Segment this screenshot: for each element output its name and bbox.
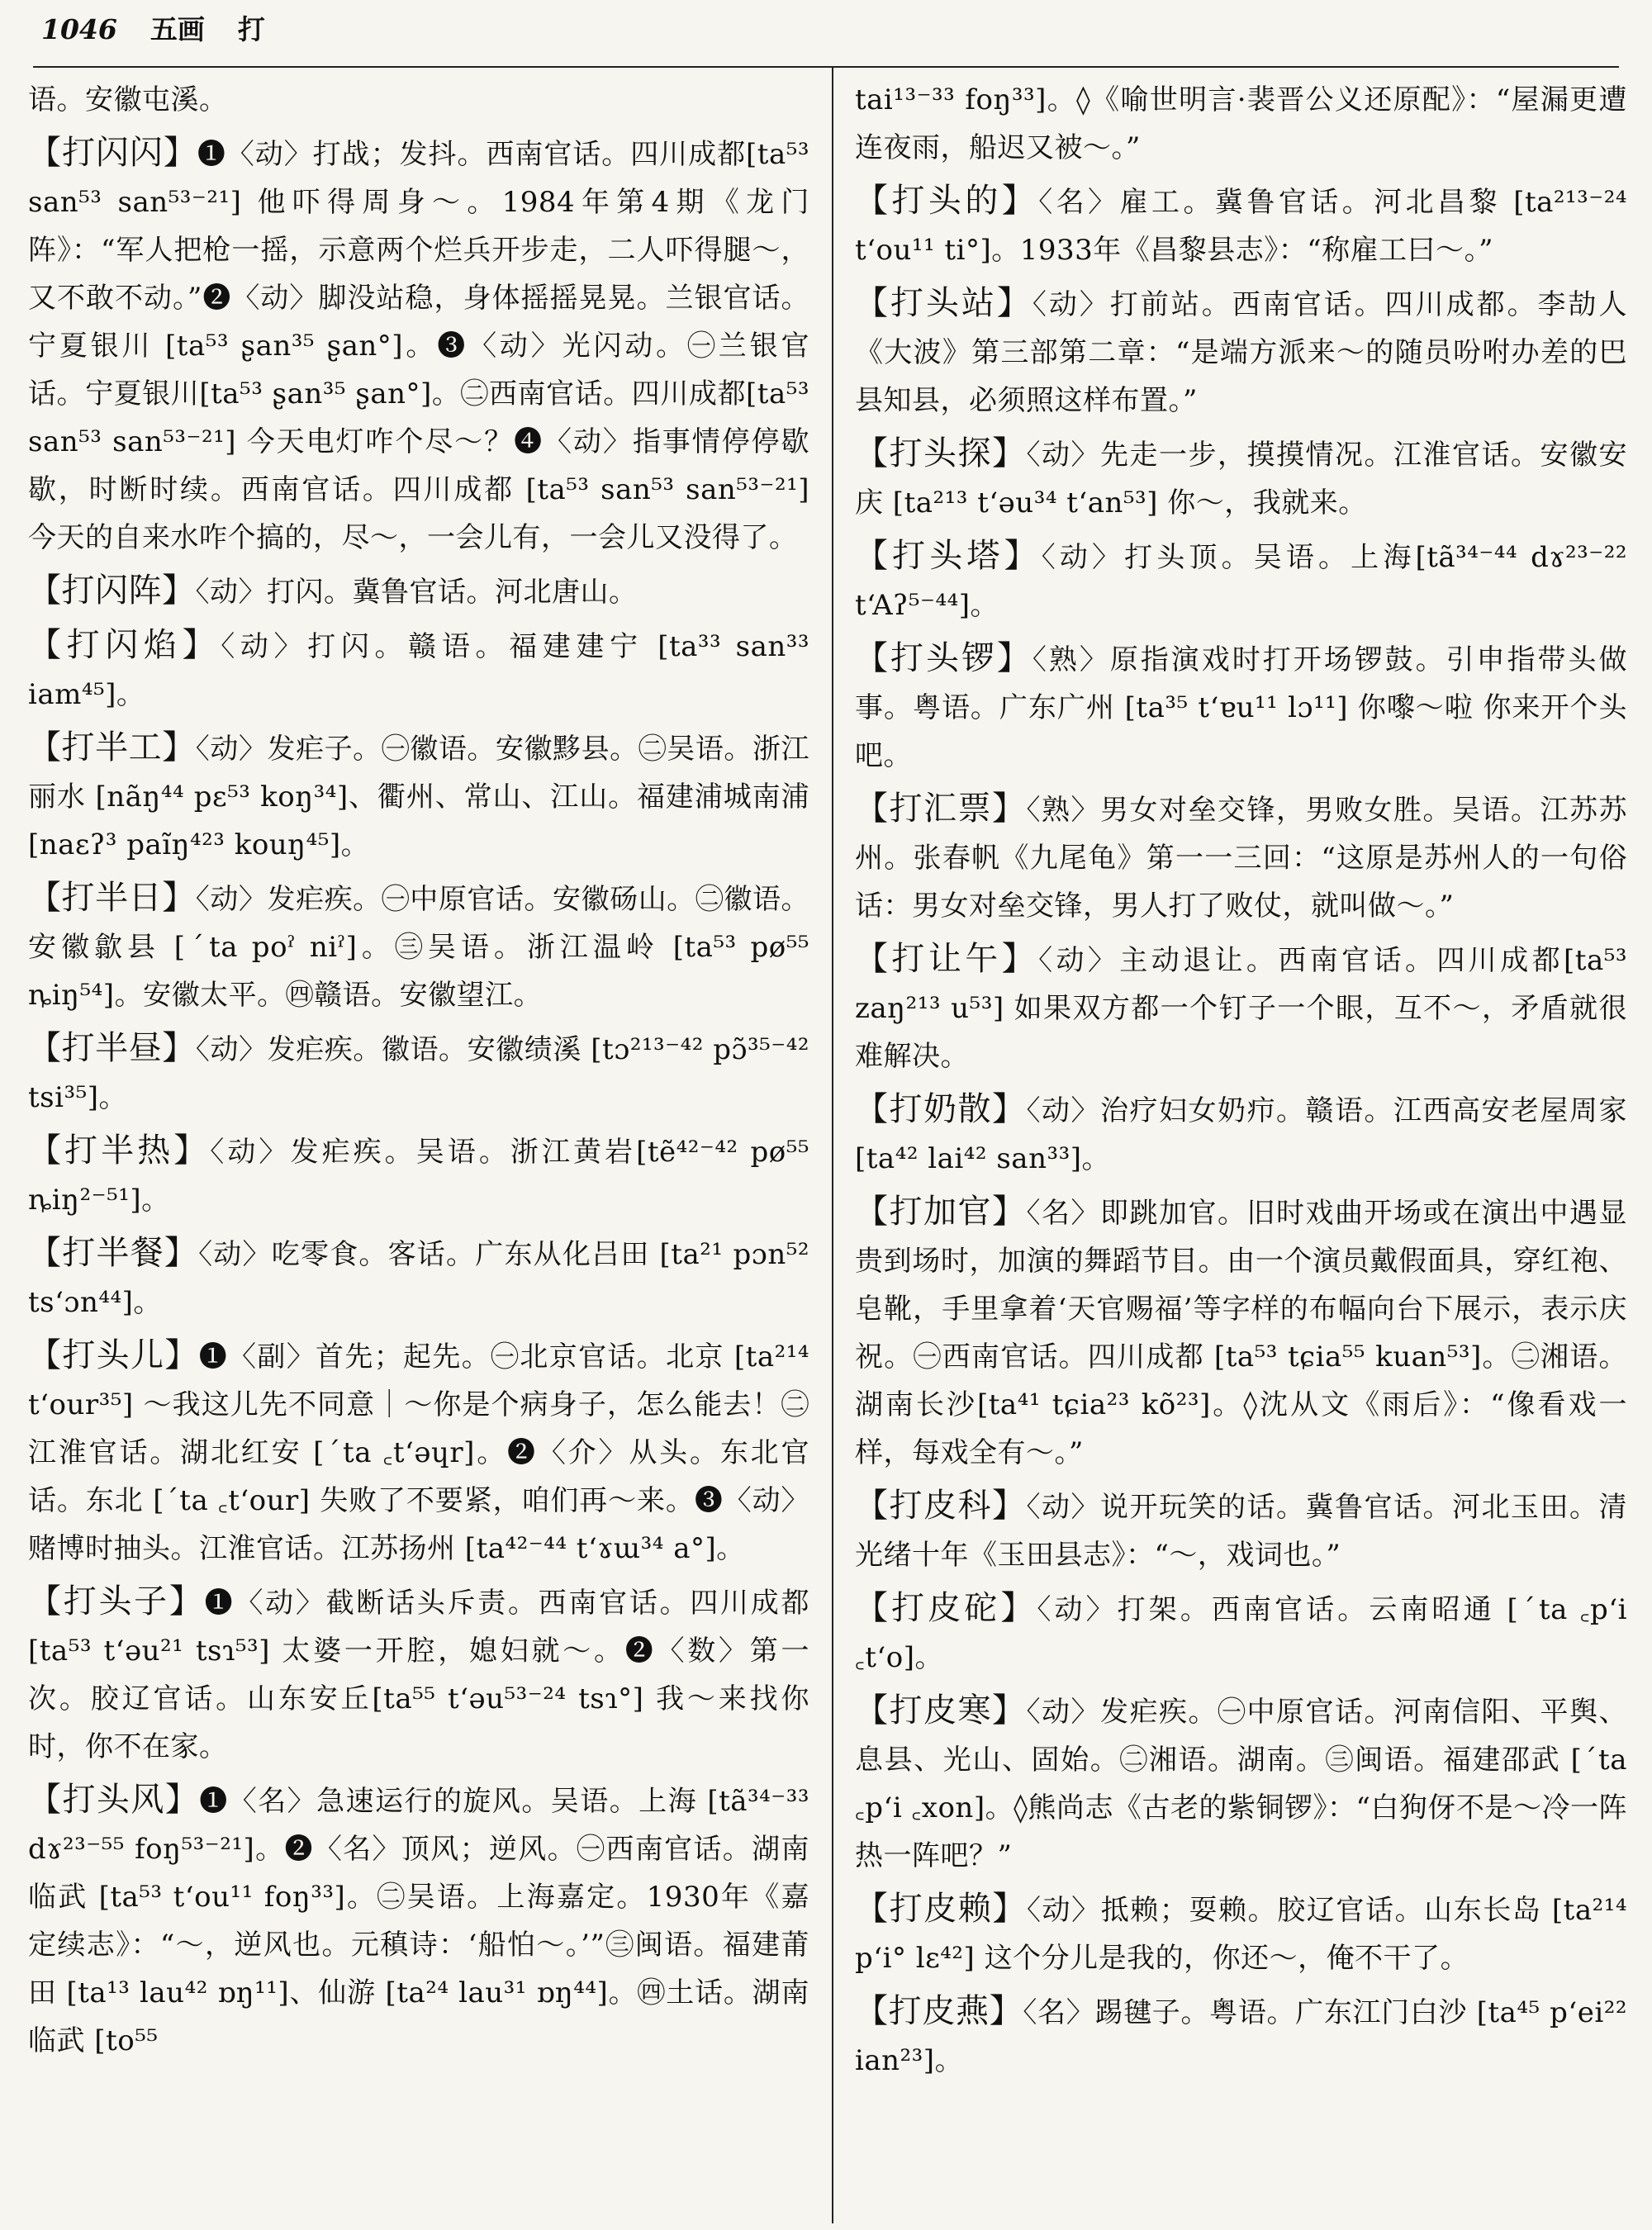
entry-headword: 【打让午】: [855, 940, 1039, 978]
entry-headword: 【打半工】: [28, 728, 196, 766]
entry-definition: 〈动〉抵赖；耍赖。胶辽官话。山东长岛 [ta²¹⁴ pʻi° lɛ⁴²] 这个分儿是我的，你还～，俺不干了。: [855, 1894, 1627, 1975]
dictionary-entry: [855, 785, 1627, 930]
left-column: [28, 74, 809, 2070]
dictionary-entry: [28, 567, 809, 616]
dictionary-entry: [855, 1482, 1627, 1579]
entry-headword: 【打奶散】: [855, 1090, 1027, 1128]
entry-definition: 〈动〉打架。西南官话。云南昭通 [ˊta ꜀pʻi ꜀tʻo]。: [855, 1593, 1628, 1674]
dictionary-entry: [855, 1687, 1627, 1880]
dictionary-entry: [28, 74, 809, 124]
dictionary-entry: [855, 1584, 1627, 1682]
entry-definition: 〈动〉先走一步，摸摸情况。江淮官话。安徽安庆 [ta²¹³ tʻəu³⁴ tʻan⁵³] 你～，我就来。: [855, 439, 1627, 520]
entry-headword: 【打头儿】: [28, 1336, 199, 1374]
dictionary-entry: [28, 1127, 809, 1224]
dictionary-entry: [28, 1024, 809, 1122]
page-header: [41, 8, 1619, 66]
entry-headword: 【打闪闪】: [28, 134, 197, 172]
column-divider: [832, 68, 833, 2223]
dictionary-entry: [855, 1987, 1627, 2085]
dictionary-entry: [28, 129, 809, 562]
entry-definition: 〈动〉说开玩笑的话。冀鲁官话。河北玉田。清光绪十年《玉田县志》：“～，戏词也。”: [855, 1491, 1627, 1572]
dictionary-entry: [855, 1885, 1627, 1982]
entry-headword: 【打头的】: [855, 182, 1039, 220]
entry-headword: 【打头塔】: [855, 537, 1042, 575]
entry-definition: 〈动〉打闪。冀鲁官话。河北唐山。: [195, 576, 638, 609]
entry-definition: 〈动〉发疟子。㊀徽语。安徽黟县。㊁吴语。浙江丽水 [nãŋ⁴⁴ pɛ⁵³ koŋ³⁴]、衢州、常山、江山。福建浦城南浦 [naɛʔ³ paĩŋ⁴²³ kouŋ⁴⁵]。: [28, 733, 810, 861]
entry-definition: 〈动〉发疟疾。㊀中原官话。安徽砀山。㊁徽语。安徽歙县 [ˊta poˀ niˀ]。㊂吴语。浙江温岭 [ta⁵³ pø⁵⁵ ȵiŋ⁵⁴]。安徽太平。㊃赣语。安徽望江。: [28, 883, 810, 1012]
entry-headword: 【打头锣】: [855, 639, 1032, 677]
dictionary-entry: [28, 621, 809, 719]
dictionary-entry: [28, 1578, 809, 1771]
entry-definition: 〈熟〉原指演戏时打开场锣鼓。引申指带头做事。粤语。广东广州 [ta³⁵ tʻɐu¹¹ lɔ¹¹] 你嚟～啦 你来开个头吧。: [855, 643, 1628, 772]
entry-definition: 〈熟〉男女对垒交锋，男败女胜。吴语。江苏苏州。张春帆《九尾龟》第一一三回：“这原是苏州人的一句俗话：男女对垒交锋，男人打了败仗，就叫做～。”: [855, 794, 1627, 923]
entry-definition: 〈动〉打头顶。吴语。上海[tã³⁴⁻⁴⁴ dɤ²³⁻²² tʻAʔ⁵⁻⁴⁴]。: [855, 541, 1627, 622]
dictionary-entry: [855, 634, 1627, 780]
entry-headword: 【打半热】: [28, 1132, 211, 1170]
entry-headword: 【打闪焰】: [28, 626, 221, 664]
dictionary-entry: [855, 279, 1627, 425]
entry-definition: 〈名〉雇工。冀鲁官话。河北昌黎 [ta²¹³⁻²⁴ tʻou¹¹ ti°]。1933年《昌黎县志》：“称雇工曰～。”: [855, 186, 1628, 267]
entry-headword: 【打头探】: [855, 434, 1027, 472]
entry-headword: 【打闪阵】: [28, 572, 196, 610]
entry-definition: 〈动〉主动退让。西南官话。四川成都[ta⁵³ zaŋ²¹³ u⁵³] 如果双方都一个钉子一个眼，互不～，矛盾就很难解决。: [855, 944, 1627, 1073]
entry-definition: 〈动〉发疟疾。徽语。安徽绩溪 [tɔ²¹³⁻⁴² pɔ̃³⁵⁻⁴² tsi³⁵]。: [28, 1033, 810, 1114]
entry-headword: 【打皮科】: [855, 1487, 1027, 1525]
entry-definition: 〈动〉打前站。西南官话。四川成都。李劼人《大波》第三部第二章：“是端方派来～的随员吩咐办差的巴县知县，必须照这样布置。”: [855, 288, 1628, 417]
entry-headword: 【打皮赖】: [855, 1890, 1027, 1928]
entry-headword: 【打头风】: [28, 1781, 200, 1819]
entry-headword: 【打半昼】: [28, 1029, 196, 1067]
section-label: 五画: [150, 13, 205, 45]
dictionary-entry: [28, 1229, 809, 1326]
dictionary-entry: [855, 74, 1627, 172]
dictionary-entry: [28, 724, 809, 869]
entry-definition: 〈动〉发疟疾。㊀中原官话。河南信阳、平舆、息县、光山、固始。㊁湘语。湖南。㊂闽语。福建邵武 [ˊta ꜀pʻi ꜀xon]。◊熊尚志《古老的紫铜锣》：“白狗伢不是～冷一阵热一阵吧？”: [855, 1696, 1627, 1872]
entry-definition: 〈动〉打闪。赣语。福建建宁 [ta³³ san³³ iam⁴⁵]。: [28, 630, 809, 711]
dictionary-entry: [855, 177, 1627, 274]
right-column: [855, 74, 1627, 2090]
dictionary-entry: [855, 532, 1627, 629]
entry-headword: 【打皮燕】: [855, 1992, 1023, 2030]
entry-headword: 【打汇票】: [855, 790, 1027, 828]
entry-definition: tai¹³⁻³³ foŋ³³]。◊《喻世明言·裴晋公义还原配》：“屋漏更遭连夜雨，船迟又被～。”: [855, 83, 1627, 164]
entry-definition: ❶〈名〉急速运行的旋风。吴语。上海 [tã³⁴⁻³³ dɤ²³⁻⁵⁵ foŋ⁵³⁻²¹]。❷〈名〉顶风；逆风。㊀西南官话。湖南临武 [ta⁵³ tʻou¹¹ foŋ³³]。㊁吴语。上海嘉定。1930年《嘉定续志》：“～，逆风也。元稹诗：‘船怕～。’”㊂闽语。福建莆田 [ta¹³ lau⁴² ɒŋ¹¹]、仙游 [ta²⁴ lau³¹ ɒŋ⁴⁴]。㊃土话。湖南临武 [to⁵⁵: [28, 1785, 809, 2057]
entry-definition: ❶〈动〉打战；发抖。西南官话。四川成都[ta⁵³ san⁵³ san⁵³⁻²¹] 他吓得周身～。1984年第4期《龙门阵》：“军人把枪一摇，示意两个烂兵开步走，二人吓得腿～，又不敢不动。”❷〈动〉脚没站稳，身体摇摇晃晃。兰银官话。宁夏银川 [ta⁵³ ʂan³⁵ ʂan°]。❸〈动〉光闪动。㊀兰银官话。宁夏银川[ta⁵³ ʂan³⁵ ʂan°]。㊁西南官话。四川成都[ta⁵³ san⁵³ san⁵³⁻²¹] 今天电灯咋个尽～？❹〈动〉指事情停停歇歇，时断时续。西南官话。四川成都 [ta⁵³ san⁵³ san⁵³⁻²¹] 今天的自来水咋个搞的，尽～，一会儿有，一会儿又没得了。: [28, 138, 810, 554]
dictionary-entry: [855, 1085, 1627, 1183]
entry-headword: 【打半日】: [28, 879, 196, 917]
dictionary-entry: [855, 1188, 1627, 1477]
header-rule: [33, 66, 1619, 68]
entry-headword: 【打半餐】: [28, 1234, 199, 1272]
dictionary-entry: [855, 935, 1627, 1080]
entry-headword: 【打皮砣】: [855, 1589, 1037, 1627]
entry-definition: 〈名〉踢毽子。粤语。广东江门白沙 [ta⁴⁵ pʻei²² ian²³]。: [855, 1996, 1627, 2077]
entry-definition: 〈名〉即跳加官。旧时戏曲开场或在演出中遇显贵到场时，加演的舞蹈节目。由一个演员戴假面具，穿红袍、皂靴，手里拿着‘天官赐福’等字样的布幅向台下展示，表示庆祝。㊀西南官话。四川成都 [ta⁵³ tɕia⁵⁵ kuan⁵³]。㊁湘语。湖南长沙[ta⁴¹ tɕia²³ kõ²³]。◊沈从文《雨后》：“像看戏一样，每戏全有～。”: [855, 1197, 1627, 1469]
entry-definition: ❶〈副〉首先；起先。㊀北京官话。北京 [ta²¹⁴ tʻour³⁵] ～我这儿先不同意｜～你是个病身子，怎么能去！㊁江淮官话。湖北红安 [ˊta ꜀tʻəɥr]。❷〈介〉从头。东北官话。东北 [ˊta ꜀tʻour] 失败了不要紧，咱们再～来。❸〈动〉赌博时抽头。江淮官话。江苏扬州 [ta⁴²⁻⁴⁴ tʻɤɯ³⁴ a°]。: [28, 1340, 809, 1565]
dictionary-entry: [28, 1776, 809, 2065]
entry-definition: ❶〈动〉截断话头斥责。西南官话。四川成都 [ta⁵³ tʻəu²¹ tsɿ⁵³] 太婆一开腔，媳妇就～。❷〈数〉第一次。胶辽官话。山东安丘[ta⁵⁵ tʻəu⁵³⁻²⁴ tsɿ°] 我～来找你时，你不在家。: [28, 1587, 810, 1763]
page-number: 1046: [41, 13, 117, 45]
entry-headword: 【打头子】: [28, 1582, 205, 1620]
dictionary-entry: [855, 429, 1627, 527]
entry-definition: 语。安徽屯溪。: [28, 83, 228, 116]
entry-definition: 〈动〉发疟疾。吴语。浙江黄岩[tẽ⁴²⁻⁴² pø⁵⁵ ȵiŋ²⁻⁵¹]。: [28, 1136, 809, 1217]
dictionary-entry: [28, 1331, 809, 1573]
entry-headword: 【打加官】: [855, 1193, 1027, 1231]
entry-definition: 〈动〉治疗妇女奶疖。赣语。江西高安老屋周家 [ta⁴² lai⁴² san³³]。: [855, 1094, 1627, 1175]
entry-headword: 【打头站】: [855, 284, 1032, 322]
header-character: 打: [237, 13, 265, 45]
entry-definition: 〈动〉吃零食。客话。广东从化吕田 [ta²¹ pɔn⁵² tsʻɔn⁴⁴]。: [28, 1238, 809, 1319]
entry-headword: 【打皮寒】: [855, 1691, 1027, 1729]
dictionary-entry: [28, 874, 809, 1019]
